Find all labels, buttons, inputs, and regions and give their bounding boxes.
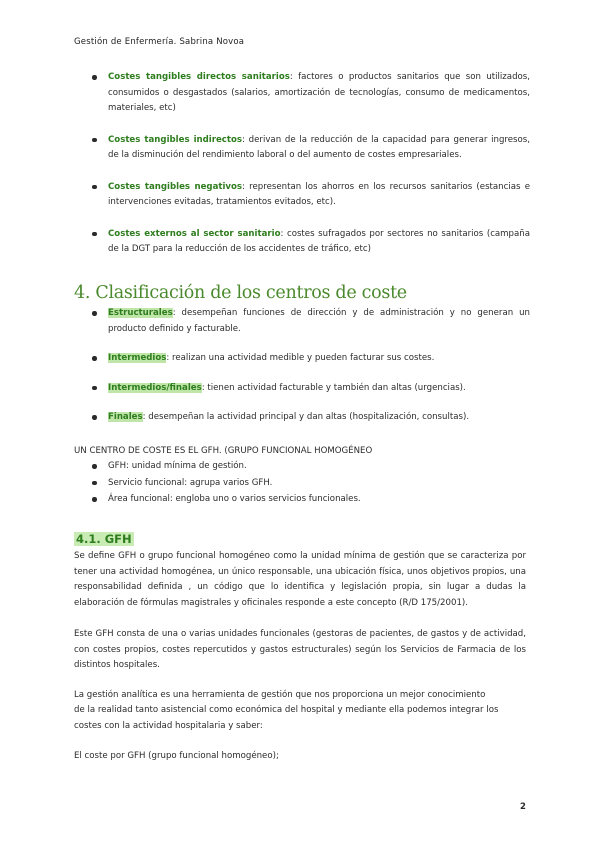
list-item: GFH: unidad mínima de gestión. bbox=[90, 458, 520, 475]
definition: : costes sufragados por sectores no sanitarios (campaña de la DGT para la reducción de los accidentes de tráfico, etc) bbox=[108, 228, 530, 254]
term: Costes tangibles negativos bbox=[108, 181, 243, 192]
term: Estructurales bbox=[108, 308, 173, 318]
term: Costes tangibles directos sanitarios bbox=[108, 72, 290, 82]
list-item bbox=[90, 410, 530, 426]
term: Intermedios/finales bbox=[108, 382, 202, 393]
list-item bbox=[90, 133, 530, 164]
paragraph: Se define GFH o grupo funcional homogéneo como la unidad mínima de gestión que se caracteriza por tener una actividad homogénea, un único responsable, una ubicación física, unos objetivos propios, una responsabilidad definida , un código que lo identifica y legislación propia, sin lugar a dudas la elaboración de fórmulas magistrales y oficinales responde a este concepto (R/D 175/2001). bbox=[74, 551, 526, 608]
term: Finales bbox=[108, 412, 143, 422]
list-item bbox=[90, 180, 530, 211]
list-item: Área funcional: engloba uno o varios servicios funcionales. bbox=[90, 491, 520, 508]
list-item bbox=[90, 70, 530, 117]
paragraph: Este GFH consta de una o varias unidades funcionales (gestoras de pacientes, de gastos y de actividad, con costes propios, costes repercutidos y gastos estructurales) según los Servicios de Farmacia de los distintos hospitales. bbox=[74, 629, 526, 670]
list-item bbox=[90, 381, 530, 397]
term: Intermedios bbox=[108, 353, 167, 363]
section-heading: 4. Clasificación de los centros de coste bbox=[74, 283, 407, 303]
definition: : desempeñan la actividad principal y dan altas (hospitalización, consultas). bbox=[142, 412, 470, 422]
paragraph: El coste por GFH (grupo funcional homogéneo); bbox=[74, 751, 279, 761]
definition: : desempeñan funciones de dirección y de administración y no generan un producto definido y facturable. bbox=[108, 308, 530, 334]
cost-types-list bbox=[90, 70, 530, 258]
definition: : representan los ahorros en los recursos sanitarios (estancias e intervenciones evitadas, tratamientos evitados, etc). bbox=[108, 181, 530, 207]
page-number: 2 bbox=[520, 802, 526, 812]
paragraph: de la realidad tanto asistencial como económica del hospital y mediante ella podemos integrar los costes con la actividad hospitalaria y saber: bbox=[74, 705, 499, 731]
term: Costes externos al sector sanitario bbox=[108, 228, 281, 239]
list-item: Servicio funcional: agrupa varios GFH. bbox=[90, 475, 520, 492]
gfh-list bbox=[90, 458, 520, 508]
list-item bbox=[90, 306, 530, 337]
term: Costes tangibles indirectos bbox=[108, 134, 243, 145]
list-item bbox=[90, 227, 530, 258]
definition: : derivan de la reducción de la capacidad para generar ingresos, de la disminución del rendimiento laboral o del aumento de costes empresariales. bbox=[108, 134, 530, 160]
list-item bbox=[90, 351, 530, 367]
definition: : realizan una actividad medible y pueden facturar sus costes. bbox=[166, 353, 435, 363]
definition: : tienen actividad facturable y también dan altas (urgencias). bbox=[201, 382, 466, 393]
document-header: Gestión de Enfermería. Sabrina Novoa bbox=[74, 37, 245, 47]
subsection-heading: 4.1. GFH bbox=[76, 532, 132, 546]
gfh-intro: UN CENTRO DE COSTE ES EL GFH. (GRUPO FUNCIONAL HOMOGÉNEO bbox=[74, 446, 373, 456]
definition: : factores o productos sanitarios que son utilizados, consumidos o desgastados (salarios, amortización de tecnologías, consumo de medicamentos, materiales, etc) bbox=[108, 72, 530, 113]
cost-centers-list bbox=[90, 306, 530, 426]
paragraph-line: La gestión analítica es una herramienta de gestión que nos proporciona un mejor conocimiento bbox=[74, 690, 486, 700]
